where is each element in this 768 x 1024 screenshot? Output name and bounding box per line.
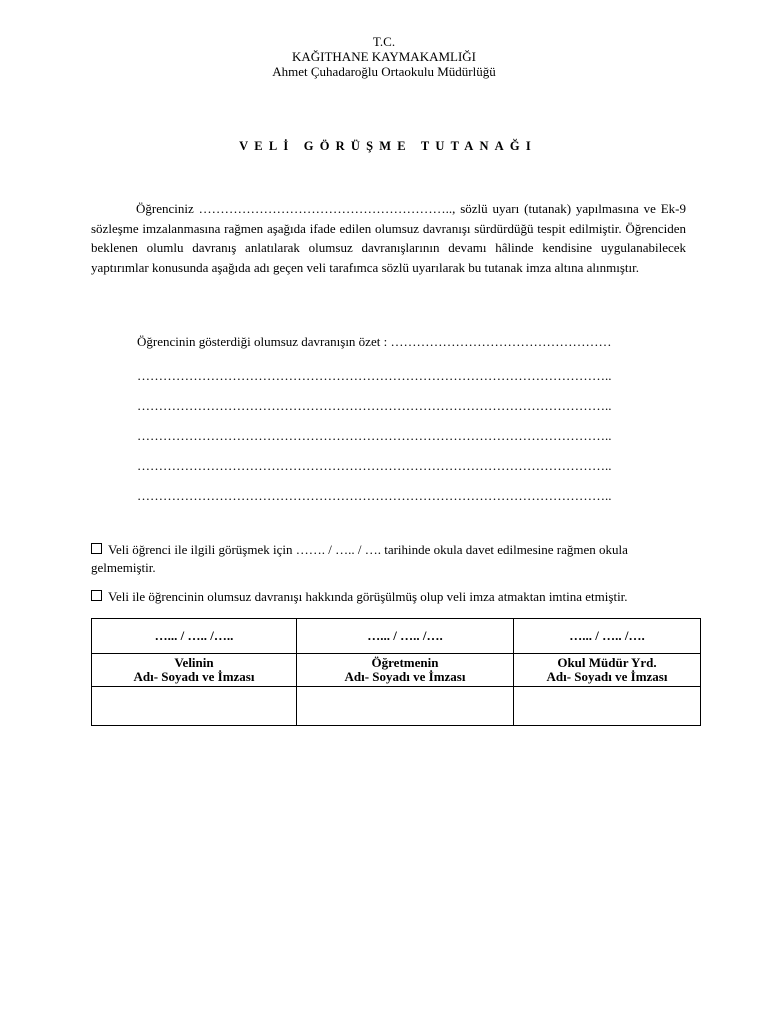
header-district: KAĞITHANE KAYMAKAMLIĞI	[291, 49, 477, 64]
role-sublabel: Adı- Soyadı ve İmzası	[546, 669, 668, 684]
summary-dot-line: ………………………………………………………………………………………………..	[137, 368, 612, 383]
summary-dot-line: ………………………………………………………………………………………………..	[137, 488, 612, 503]
checkbox-not-attended-box[interactable]	[91, 543, 102, 554]
role-sublabel: Adı- Soyadı ve İmzası	[344, 669, 466, 684]
checkbox-not-attended	[91, 541, 686, 577]
label-cell-teacher	[297, 654, 514, 687]
role-label: Öğretmenin	[371, 655, 439, 670]
summary-dot-line: ………………………………………………………………………………………………..	[137, 428, 612, 443]
date-cell-teacher: …... / ….. /….	[297, 619, 514, 654]
signature-cell-parent[interactable]	[92, 687, 297, 726]
behavior-summary	[137, 333, 687, 511]
date-cell-parent: …... / ….. /…..	[92, 619, 297, 654]
header-school: Ahmet Çuhadaroğlu Ortaokulu Müdürlüğü	[272, 64, 496, 79]
label-cell-parent	[92, 654, 297, 687]
signature-label-row	[92, 654, 701, 687]
summary-dot-line: ………………………………………………………………………………………………..	[137, 398, 612, 413]
checkbox-refused-signature-box[interactable]	[91, 590, 102, 601]
summary-dot-line: ………………………………………………………………………………………………..	[137, 458, 612, 473]
checkbox-refused-signature	[91, 588, 686, 606]
signature-cell-vice-principal[interactable]	[514, 687, 701, 726]
label-cell-vice-principal	[514, 654, 701, 687]
summary-label: Öğrencinin gösterdiği olumsuz davranışın özet : ……………………………………………	[137, 334, 612, 349]
document-header	[0, 34, 768, 79]
intro-paragraph: Öğrenciniz ………………………………………………….., sözlü uyarı (tutanak) yapılmasına ve Ek-9 sözleşme imzalanmasına rağmen aşağıda ifade edilen olumsuz davranışı sürdürdüğü tespit edilmiştir. Öğrenciden beklenen olumlu davranış anlatılarak olumsuz davranışlarının devamı hâlinde kendisine uygulanabilecek yaptırımlar konusunda aşağıda adı geçen veli tarafımca sözlü uyarılarak bu tutanak imza altına alınmıştır.	[91, 201, 686, 275]
signature-cell-teacher[interactable]	[297, 687, 514, 726]
role-sublabel: Adı- Soyadı ve İmzası	[133, 669, 255, 684]
role-label: Okul Müdür Yrd.	[557, 655, 657, 670]
checkbox-refused-signature-text: Veli ile öğrencinin olumsuz davranışı hakkında görüşülmüş olup veli imza atmaktan imtina etmiştir.	[108, 589, 628, 604]
document-title: VELİ GÖRÜŞME TUTANAĞI	[239, 139, 537, 153]
checkbox-not-attended-text: Veli öğrenci ile ilgili görüşmek için ……. / ….. / …. tarihinde okula davet edilmesine rağmen okula gelmemiştir.	[91, 542, 628, 575]
signature-blank-row	[92, 687, 701, 726]
role-label: Velinin	[174, 655, 214, 670]
signature-table	[91, 618, 701, 726]
date-cell-vice-principal: …... / ….. /….	[514, 619, 701, 654]
header-tc: T.C.	[372, 34, 396, 49]
signature-date-row	[92, 619, 701, 654]
